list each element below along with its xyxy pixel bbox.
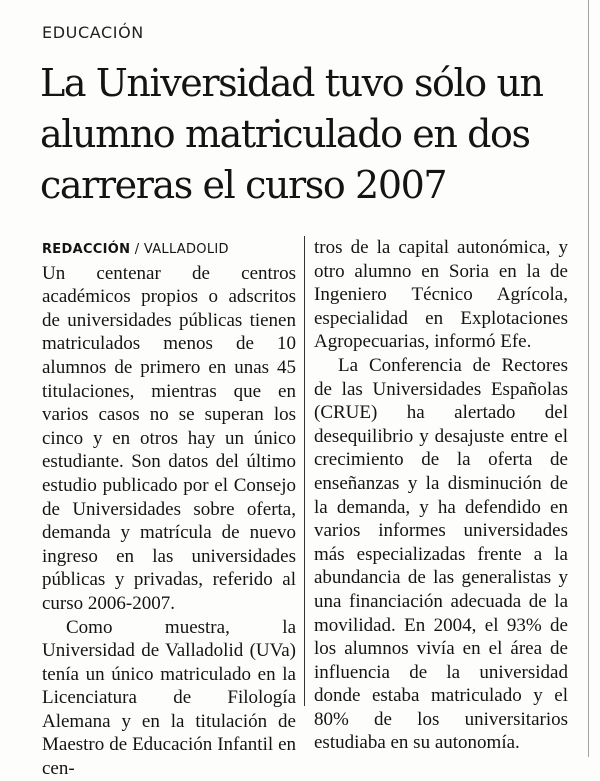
article-paragraph	[42, 236, 296, 616]
paragraph-text: Un centenar de centros académicos propios o adscritos de universidades públicas tienen matriculados menos de 10 alumnos de primero en unas 45 titulaciones, mientras que en varios casos no se superan los cinco y en otros hay un único estudiante. Son datos del último estudio publicado por el Consejo de Universidades sobre oferta, demanda y matrícula de nuevo ingreso en las universidades públicas y privadas, referido al curso 2006-2007.	[42, 262, 296, 614]
byline-author: REDACCIÓN	[42, 242, 131, 257]
byline	[42, 242, 229, 257]
byline-separator: /	[130, 242, 144, 257]
section-label: EDUCACIÓN	[42, 23, 144, 42]
article-paragraph: La Conferencia de Rectores de las Universidades Españolas (CRUE) ha alertado del desequilibrio y desajuste entre el crecimiento de la oferta de enseñanzas y la disminución de la demanda, y ha defendido en varios informes universidades más especializadas frente a la abundancia de las generalistas y una financiación adecuada de la movilidad. En 2004, el 93% de los alumnos vivía en el área de influencia de la universidad donde estaba matriculado y el 80% de los universitarios estudiaba en su autonomía.	[314, 354, 568, 754]
headline: La Universidad tuvo sólo un alumno matriculado en dos carreras el curso 2007	[40, 61, 543, 207]
column-divider	[304, 236, 305, 706]
byline-location: VALLADOLID	[143, 242, 229, 257]
article-paragraph: Como muestra, la Universidad de Valladolid (UVa) tenía un único matriculado en la Licenciatura de Filología Alemana y en la titulación de Maestro de Educación Infantil en cen-	[42, 616, 296, 780]
article-column-right	[314, 236, 568, 755]
article-paragraph: tros de la capital autonómica, y otro alumno en Soria en la de Ingeniero Técnico Agrícola, especialidad en Explotaciones Agropecuarias, informó Efe.	[314, 237, 568, 353]
article-column-left	[42, 236, 296, 781]
page-edge-line	[588, 0, 589, 757]
